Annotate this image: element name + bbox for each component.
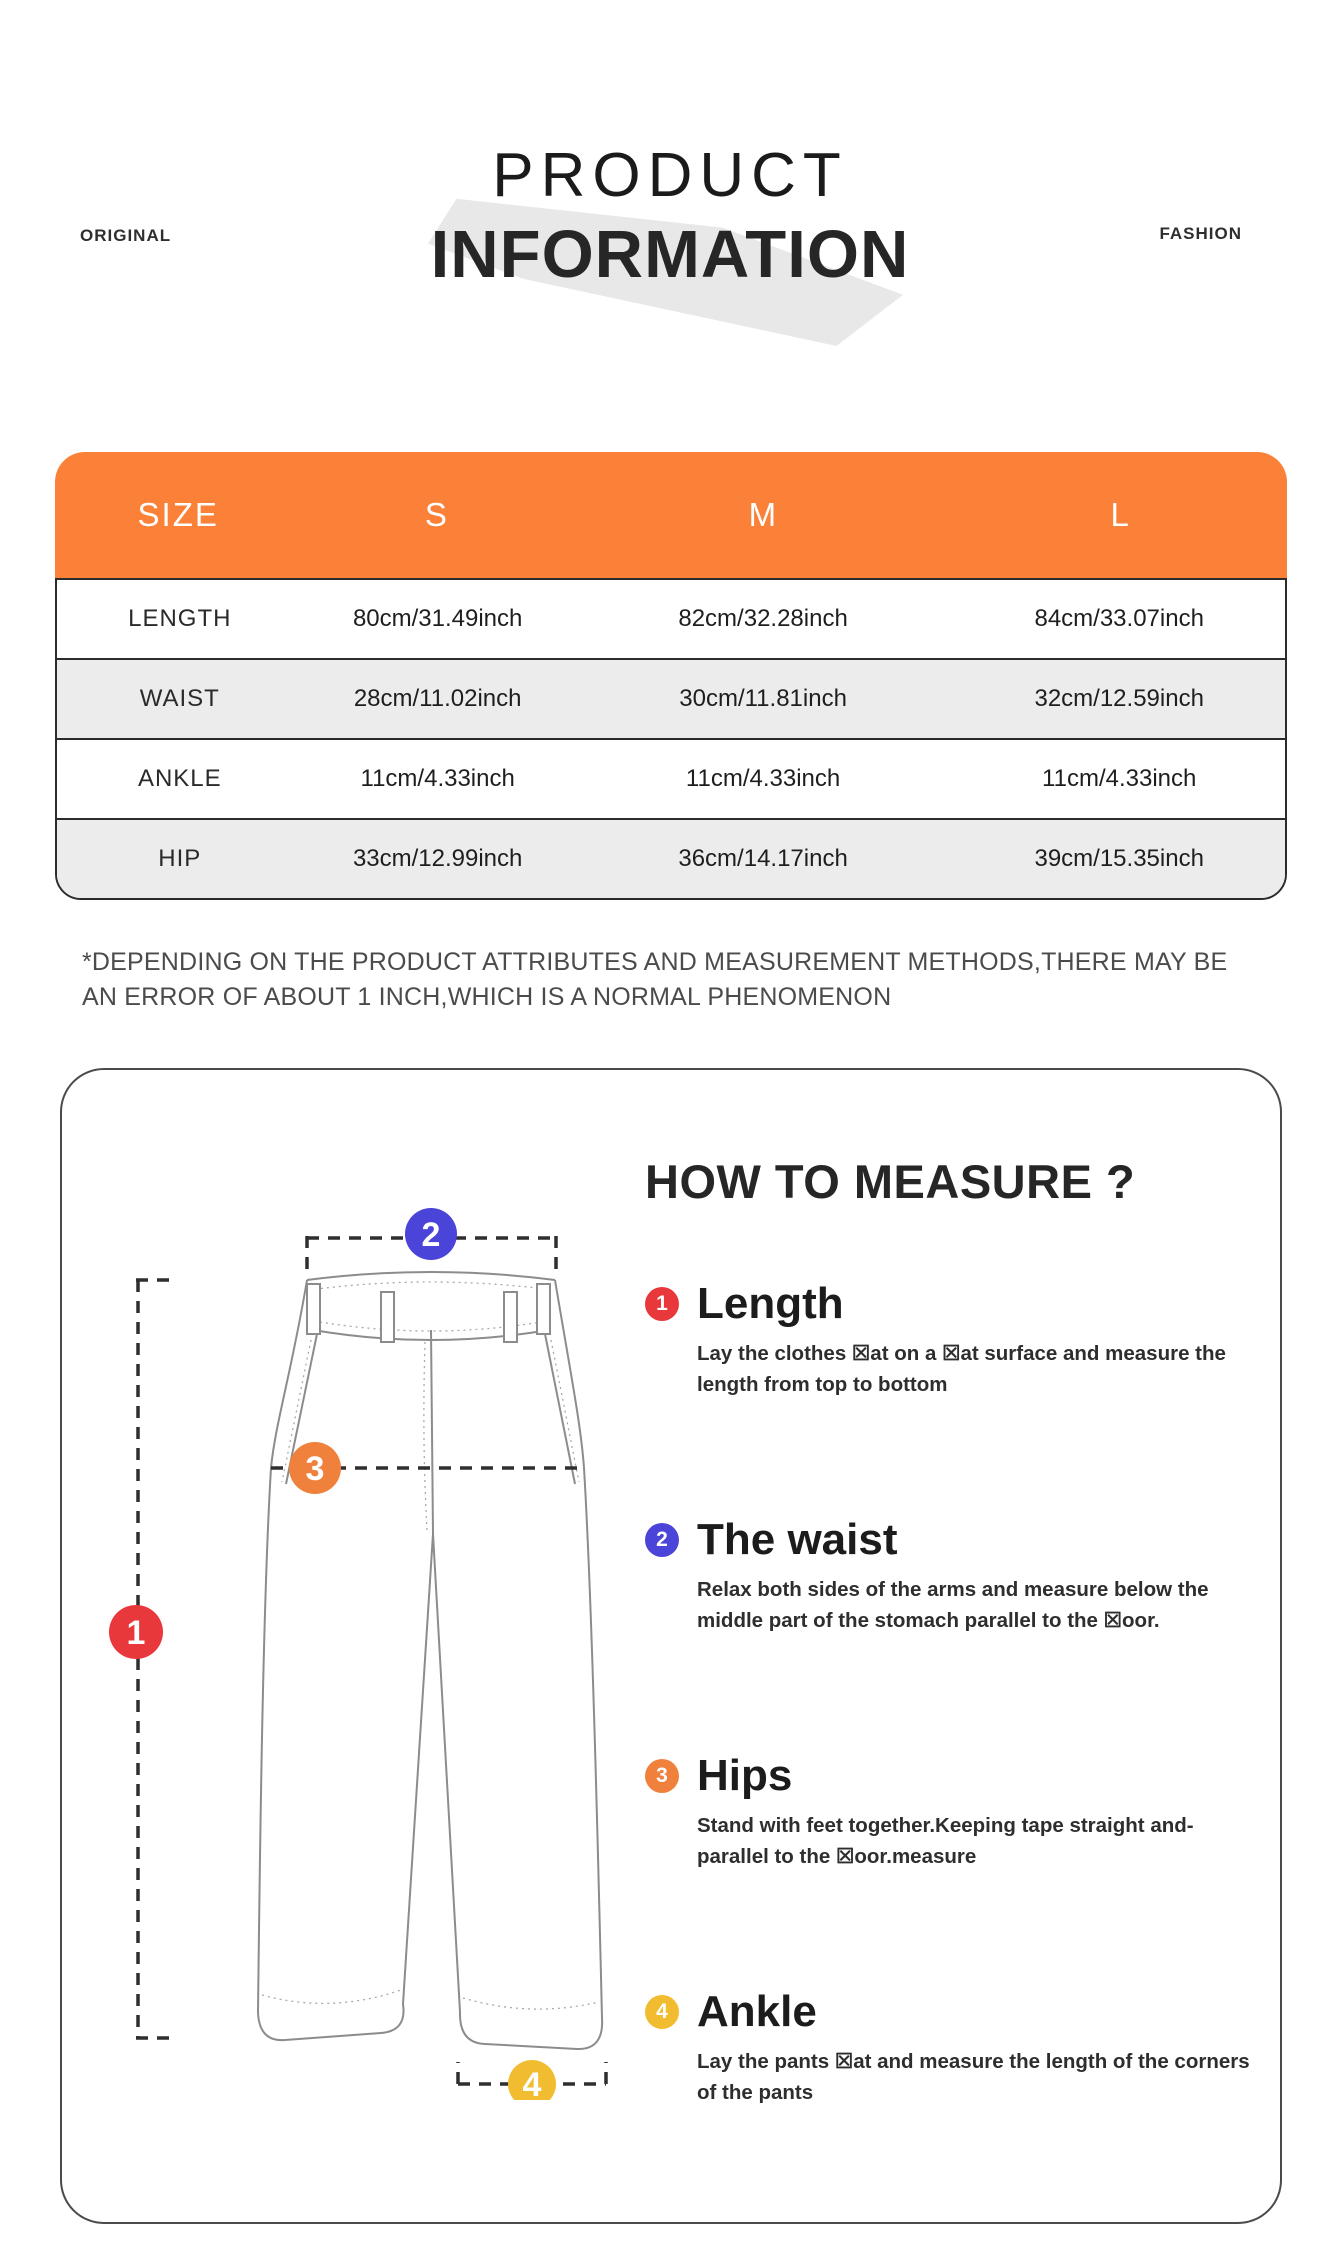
item-description: Stand with feet together.Keeping tape straight and-parallel to the ☒oor.measure <box>697 1814 1194 1868</box>
measurement-disclaimer: *DEPENDING ON THE PRODUCT ATTRIBUTES AND MEASUREMENT METHODS,THERE MAY BE AN ERROR OF ABOUT 1 INCH,WHICH IS A NORMAL PHENOMENON <box>82 948 1228 1011</box>
table-cell: 33cm/12.99inch <box>352 845 523 872</box>
item-number-badge: 2 <box>645 1523 679 1557</box>
left-hem <box>258 2004 404 2040</box>
page-title-line1: PRODUCT <box>492 141 848 210</box>
row-label: ANKLE <box>137 765 222 792</box>
item-heading: Hips <box>697 1751 793 1800</box>
page-title-line2: INFORMATION <box>430 217 910 292</box>
column-header-size: SIZE <box>137 496 219 533</box>
size-table-header <box>55 452 1287 578</box>
brand-label-original: ORIGINAL <box>80 226 172 245</box>
marker-number-2: 2 <box>421 1216 441 1254</box>
left-hem-stitch <box>262 1990 401 2003</box>
fly-stitch <box>424 1342 427 1530</box>
inner-seams <box>403 1534 460 2012</box>
item-number-badge: 1 <box>645 1287 679 1321</box>
fly-center-line <box>431 1330 433 1534</box>
table-row-hip <box>57 818 1285 898</box>
marker-number-1: 1 <box>126 1614 146 1652</box>
right-pocket-stitch <box>551 1340 579 1482</box>
item-number-badge: 3 <box>645 1759 679 1793</box>
waistband-stitch-top <box>309 1282 553 1290</box>
brand-label-fashion: FASHION <box>1159 224 1242 243</box>
column-header-s: S <box>424 496 449 533</box>
table-cell: 11cm/4.33inch <box>360 765 515 792</box>
row-label: WAIST <box>139 685 220 712</box>
size-table <box>55 452 1287 900</box>
marker-number-3: 3 <box>305 1450 325 1488</box>
table-cell: 11cm/4.33inch <box>685 765 841 792</box>
column-header-l: L <box>1110 496 1131 533</box>
table-cell: 32cm/12.59inch <box>1034 685 1204 712</box>
measure-item-waist <box>645 1512 1225 1636</box>
right-outer-seam <box>555 1280 602 2018</box>
marker-number-4: 4 <box>522 2066 542 2100</box>
table-cell: 36cm/14.17inch <box>678 845 848 872</box>
item-number-badge: 4 <box>645 1995 679 2029</box>
length-measure-line <box>136 1280 175 2038</box>
row-label: HIP <box>158 845 202 872</box>
measure-item-length <box>645 1276 1225 1400</box>
item-description: Lay the pants ☒at and measure the length of the corners of the pants <box>697 2050 1250 2104</box>
table-cell: 82cm/32.28inch <box>678 605 848 632</box>
pants-outline <box>258 1272 602 2049</box>
waist-top-edge <box>307 1272 555 1280</box>
table-cell: 30cm/11.81inch <box>679 685 847 712</box>
item-heading: Ankle <box>697 1987 817 2036</box>
column-header-m: M <box>748 496 779 533</box>
table-row-ankle <box>57 738 1285 818</box>
size-table-body <box>55 578 1287 900</box>
marker-waist <box>405 1208 457 1260</box>
marker-ankle <box>508 2060 556 2100</box>
item-heading: The waist <box>697 1515 898 1564</box>
measurement-guides <box>109 1208 606 2100</box>
measure-item-hips <box>645 1748 1225 1872</box>
right-hem-stitch <box>463 1998 599 2009</box>
table-row-length <box>57 580 1285 658</box>
table-row-waist <box>57 658 1285 738</box>
table-cell: 11cm/4.33inch <box>1042 765 1197 792</box>
belt-loop <box>381 1292 394 1342</box>
table-cell: 39cm/15.35inch <box>1034 845 1204 872</box>
marker-length <box>109 1605 163 1659</box>
how-to-measure-title: HOW TO MEASURE ? <box>645 1155 1136 1208</box>
right-pocket-line <box>545 1334 575 1484</box>
item-heading: Length <box>697 1279 844 1328</box>
table-cell: 28cm/11.02inch <box>353 685 522 712</box>
belt-loop <box>504 1292 517 1342</box>
item-description: Lay the clothes ☒at on a ☒at surface and measure the length from top to bottom <box>697 1342 1226 1396</box>
item-description: Relax both sides of the arms and measure below the middle part of the stomach parallel to the ☒oor. <box>697 1578 1209 1632</box>
belt-loop <box>537 1284 550 1334</box>
table-cell: 84cm/33.07inch <box>1034 605 1204 632</box>
right-hem <box>460 2012 602 2049</box>
table-cell: 80cm/31.49inch <box>352 605 523 632</box>
belt-loop <box>307 1284 320 1334</box>
pants-measurement-diagram <box>85 1200 625 2100</box>
measure-item-ankle <box>645 1984 1250 2108</box>
marker-hips <box>289 1442 341 1494</box>
left-outer-seam <box>258 1280 307 2012</box>
row-label: LENGTH <box>128 605 232 632</box>
